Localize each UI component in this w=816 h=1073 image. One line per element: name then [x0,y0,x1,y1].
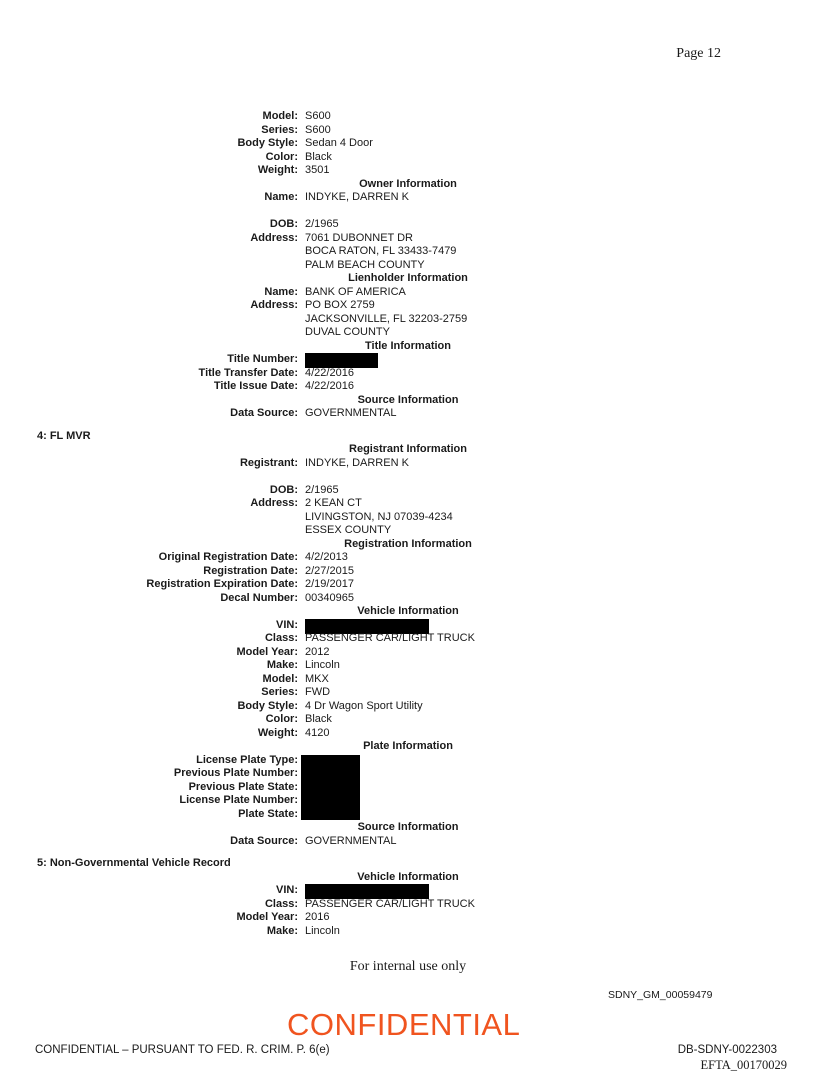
section-header: Plate Information [363,740,453,752]
field-value: 2012 [305,645,330,658]
document-body [0,110,816,938]
section-header: Source Information [357,821,459,833]
field-row-redacted [0,884,816,898]
field-label: Series: [261,686,298,698]
field-label: License Plate Type: [196,753,298,766]
field-label: Color: [265,150,298,163]
field-value: 4120 [305,726,330,739]
bates-stamp-efta: EFTA_00170029 [700,1058,787,1072]
field-label: Body Style: [237,137,298,149]
field-row [0,592,816,606]
field-label-empty [0,313,298,327]
bates-stamp-sdny-gm: SDNY_GM_00059479 [608,989,713,1001]
field-row [0,137,816,151]
field-value: 2016 [305,911,330,923]
field-row [0,898,816,912]
bates-stamp-db-sdny: DB-SDNY-0022303 [677,1044,777,1056]
field-value: INDYKE, DARREN K [305,191,409,203]
field-row [0,110,816,124]
field-row [0,299,816,313]
field-label: DOB: [269,483,298,496]
field-value: GOVERNMENTAL [305,407,397,419]
field-label: Class: [264,897,298,910]
field-label: Color: [265,713,298,725]
field-label: Make: [266,924,298,937]
field-row-continuation [0,524,816,538]
field-value: GOVERNMENTAL [305,834,397,847]
field-label: Body Style: [237,699,298,712]
field-label: Previous Plate State: [188,780,298,793]
field-row [0,578,816,592]
field-row-redacted [0,767,816,781]
confidential-watermark: CONFIDENTIAL [287,1007,521,1042]
field-label: DOB: [269,218,298,230]
section-header: Owner Information [359,177,457,190]
field-value: 3501 [305,164,330,176]
plate-fields-block [0,754,816,822]
field-label: Model Year: [236,911,298,923]
field-row [0,659,816,673]
field-label: Title Issue Date: [213,380,298,392]
field-row [0,727,816,741]
field-value: Lincoln [305,924,340,937]
field-value: PALM BEACH COUNTY [305,258,425,271]
field-row [0,286,816,300]
field-row [0,151,816,165]
field-label: Model Year: [236,645,298,658]
field-label: Name: [264,191,298,203]
field-value: 2 KEAN CT [305,497,362,509]
field-row [0,835,816,849]
field-row [0,565,816,579]
field-row [0,911,816,925]
field-row [0,407,816,421]
field-value: 2/19/2017 [305,578,354,590]
field-label: Data Source: [230,407,298,419]
field-label: Model: [262,110,298,122]
spacer [0,470,816,484]
field-label: Title Number: [227,353,298,365]
field-row [0,497,816,511]
field-value: DUVAL COUNTY [305,326,390,338]
field-row [0,700,816,714]
field-value: INDYKE, DARREN K [305,456,409,469]
field-value: FWD [305,686,331,698]
field-value: 2/27/2015 [305,564,354,577]
field-label: Address: [250,231,298,244]
internal-use-note: For internal use only [349,959,467,974]
field-label-empty [0,245,298,259]
field-row [0,713,816,727]
field-row [0,646,816,660]
field-value: MKX [305,672,329,685]
field-label: License Plate Number: [179,794,298,806]
field-value: ESSEX COUNTY [305,524,392,536]
field-label-empty [0,524,298,538]
field-row-redacted [0,619,816,633]
field-row-redacted [0,754,816,768]
field-value: Lincoln [305,659,340,671]
field-label-empty [0,326,298,340]
field-label: Weight: [257,726,298,739]
field-value: 2/1965 [305,218,339,230]
field-row [0,232,816,246]
field-label: Previous Plate Number: [173,767,298,779]
field-label: Make: [266,659,298,671]
field-value: 2/1965 [305,483,339,496]
field-label-empty [0,511,298,525]
field-value: BOCA RATON, FL 33433-7479 [305,245,457,257]
field-label: Name: [264,285,298,298]
field-row-redacted [0,794,816,808]
field-value: JACKSONVILLE, FL 32203-2759 [305,312,468,325]
field-row [0,164,816,178]
field-label: Model: [262,672,298,685]
field-label: Decal Number: [220,591,298,604]
field-row [0,191,816,205]
field-value: Black [305,713,332,725]
field-value: BANK OF AMERICA [305,285,406,298]
field-label: VIN: [276,618,298,631]
field-label: Address: [250,299,298,311]
field-label: Title Transfer Date: [198,366,298,379]
field-row [0,367,816,381]
field-row-redacted [0,808,816,822]
field-label: Data Source: [230,834,298,847]
section-header: Source Information [357,393,459,406]
field-row [0,124,816,138]
field-row [0,551,816,565]
field-label: Registration Expiration Date: [146,578,298,590]
field-row-continuation [0,245,816,259]
spacer [0,205,816,219]
field-value: 4/2/2013 [305,551,348,563]
field-row-redacted [0,353,816,367]
field-value: Black [305,150,332,163]
page-number: Page 12 [676,46,721,61]
field-value: PO BOX 2759 [305,299,375,311]
field-label: Series: [261,123,298,136]
field-value: 4/22/2016 [305,380,354,392]
field-label: Original Registration Date: [158,551,298,563]
field-row [0,457,816,471]
section-header: Vehicle Information [357,605,459,617]
field-row [0,925,816,939]
field-row-continuation [0,259,816,273]
field-label: Registrant: [239,456,298,469]
field-value: 7061 DUBONNET DR [305,231,413,244]
record-heading: 5: Non-Governmental Vehicle Record [37,857,231,869]
field-value: PASSENGER CAR/LIGHT TRUCK [305,632,475,644]
section-header: Vehicle Information [357,870,459,883]
field-row [0,484,816,498]
field-label: VIN: [276,884,298,896]
field-value: PASSENGER CAR/LIGHT TRUCK [305,897,475,910]
field-value: 4/22/2016 [305,366,354,379]
field-row-continuation [0,313,816,327]
field-value: LIVINGSTON, NJ 07039-4234 [305,510,453,523]
field-row [0,686,816,700]
field-value: S600 [305,123,331,136]
redaction-box [301,755,360,820]
field-row-continuation [0,326,816,340]
section-header: Lienholder Information [348,272,468,284]
field-label: Class: [264,632,298,644]
field-label: Address: [250,497,298,509]
field-row [0,632,816,646]
section-header: Registrant Information [349,443,467,455]
field-label: Registration Date: [203,564,298,577]
field-value: 00340965 [305,591,354,604]
field-row [0,673,816,687]
field-label: Plate State: [238,807,298,820]
record-heading: 4: FL MVR [37,429,91,442]
confidential-rule6e-line: CONFIDENTIAL – PURSUANT TO FED. R. CRIM. P. 6(e) [35,1044,330,1056]
field-row-redacted [0,781,816,795]
section-header: Title Information [365,339,451,352]
field-row [0,218,816,232]
field-label-empty [0,259,298,273]
field-value: Sedan 4 Door [305,137,373,149]
section-header: Registration Information [344,537,472,550]
field-row-continuation [0,511,816,525]
field-row [0,380,816,394]
field-value: S600 [305,110,331,122]
field-label: Weight: [257,164,298,176]
field-value: 4 Dr Wagon Sport Utility [305,699,423,712]
